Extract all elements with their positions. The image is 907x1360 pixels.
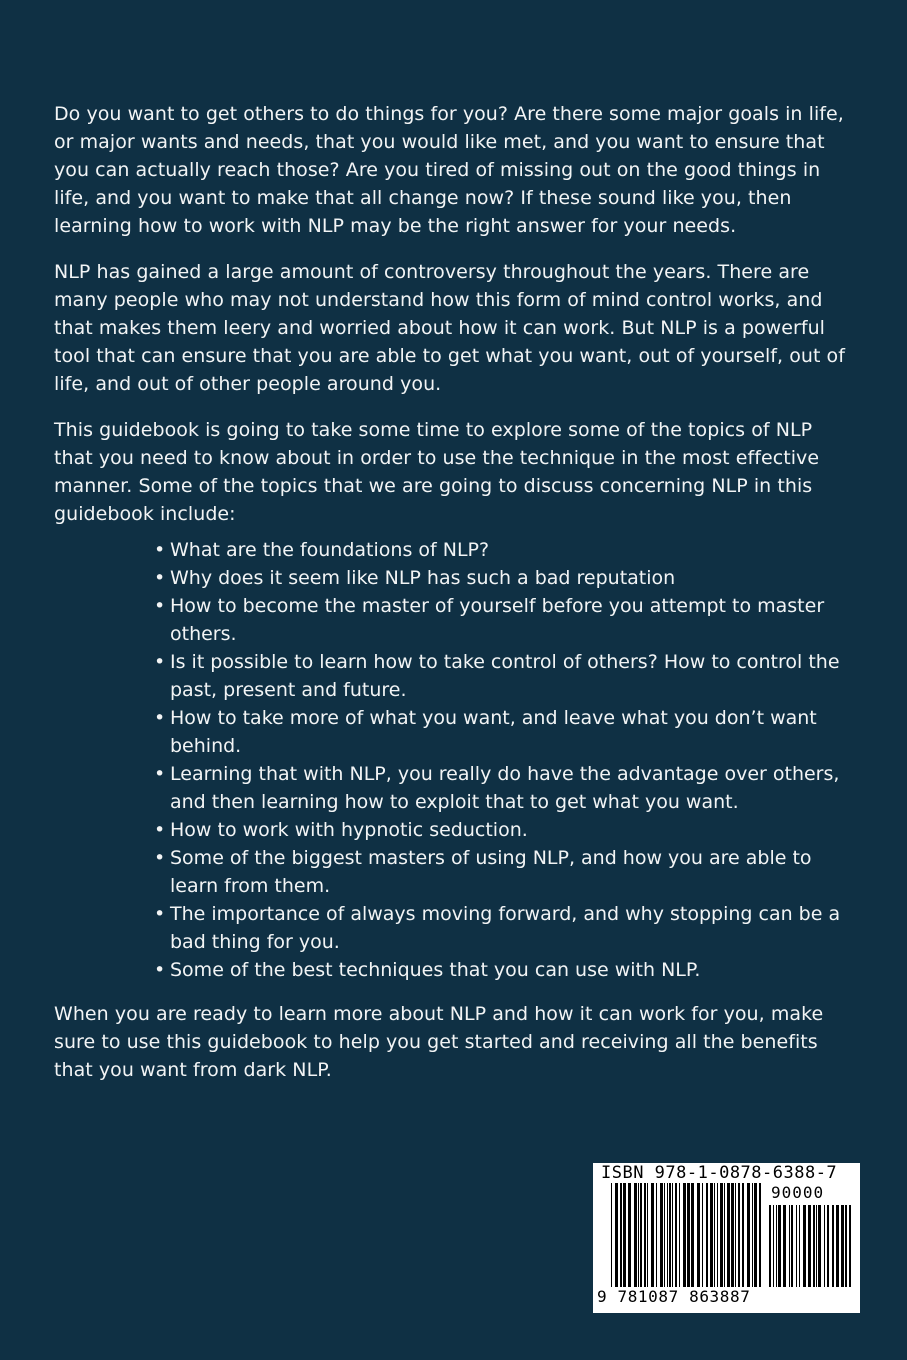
- barcode-bar: [687, 1183, 690, 1287]
- barcode-bar: [776, 1205, 777, 1287]
- list-item: • How to work with hypnotic seduction.: [154, 816, 854, 844]
- barcode-bar: [789, 1205, 790, 1287]
- barcode-bar: [747, 1183, 750, 1287]
- bullet-icon: •: [154, 847, 166, 869]
- barcode-bar: [638, 1183, 639, 1287]
- barcode-bar: [714, 1183, 715, 1287]
- bullet-icon: •: [154, 903, 166, 925]
- barcode-bar: [691, 1183, 694, 1287]
- barcode-bar: [813, 1205, 815, 1287]
- barcode-bar: [827, 1205, 829, 1287]
- barcode-bar: [832, 1205, 834, 1287]
- list-item: • How to become the master of yourself before you attempt to master others.: [154, 592, 854, 648]
- isbn-label: ISBN 978-1-0878-6388-7: [601, 1163, 838, 1183]
- bullet-icon: •: [154, 595, 166, 617]
- barcode-bar: [664, 1183, 665, 1287]
- barcode-bar: [769, 1205, 771, 1287]
- closing-paragraph: When you are ready to learn more about NLP and how it can work for you, make sure to use this guidebook to help you get started and receiving all the benefits that you want from dark NLP.: [54, 1003, 824, 1081]
- ean-digits: 9 781087 863887: [597, 1287, 751, 1306]
- topics-intro-paragraph: This guidebook is going to take some time to explore some of the topics of NLP that you need to know about in order to use the technique in the most effective manner. Some of the topics that we are going to discuss concerning NLP in this guidebook include:: [54, 419, 820, 525]
- bullet-icon: •: [154, 567, 166, 589]
- barcode-bar: [611, 1183, 612, 1287]
- barcode-bar: [727, 1183, 730, 1287]
- barcode-bar: [640, 1183, 642, 1287]
- barcode-bar: [752, 1183, 753, 1287]
- bullet-icon: •: [154, 819, 166, 841]
- barcode-bar: [742, 1183, 744, 1287]
- list-item: • The importance of always moving forward, and why stopping can be a bad thing for you.: [154, 900, 854, 956]
- barcode-bar: [669, 1183, 671, 1287]
- barcode-bar: [675, 1183, 677, 1287]
- barcode-bar: [651, 1183, 654, 1287]
- barcode-bar: [634, 1183, 637, 1287]
- ean-barcode-bars: [611, 1183, 761, 1287]
- bullet-icon: •: [154, 707, 166, 729]
- addon-barcode-bars: [769, 1205, 851, 1287]
- barcode-bar: [731, 1183, 734, 1287]
- barcode-bar: [656, 1183, 657, 1287]
- barcode-bar: [803, 1205, 806, 1287]
- barcode-bar: [672, 1183, 673, 1287]
- topics-list: [54, 536, 854, 984]
- barcode-bar: [799, 1205, 800, 1287]
- addon-digits: 90000: [771, 1183, 825, 1202]
- barcode-bar: [738, 1183, 740, 1287]
- list-item: • Some of the best techniques that you can use with NLP.: [154, 956, 854, 984]
- list-item: • Why does it seem like NLP has such a bad reputation: [154, 564, 854, 592]
- barcode-bar: [808, 1205, 811, 1287]
- list-item: • Some of the biggest masters of using NLP, and how you are able to learn from them.: [154, 844, 854, 900]
- barcode-bar: [754, 1183, 757, 1287]
- barcode-bar: [623, 1183, 626, 1287]
- barcode-bar: [818, 1205, 821, 1287]
- barcode-bar: [683, 1183, 686, 1287]
- barcode-bar: [796, 1205, 797, 1287]
- isbn-barcode: [593, 1163, 860, 1313]
- barcode-bar: [647, 1183, 648, 1287]
- intro-paragraph: Do you want to get others to do things for you? Are there some major goals in life, or major wants and needs, that you would like met, and you want to ensure that you can actually reach those? Are you tired of missing out on the good things in life, and you want to make that all change now? If these sound like you, then learning how to work with NLP may be the right answer for your needs.: [54, 103, 844, 237]
- bullet-icon: •: [154, 539, 166, 561]
- list-item: • Learning that with NLP, you really do have the advantage over others, and then learning how to exploit that to get what you want.: [154, 760, 854, 816]
- bullet-icon: •: [154, 763, 166, 785]
- barcode-bar: [720, 1183, 723, 1287]
- barcode-bar: [644, 1183, 646, 1287]
- barcode-bar: [841, 1205, 844, 1287]
- barcode-bar: [778, 1205, 781, 1287]
- barcode-bar: [717, 1183, 718, 1287]
- barcode-bar: [724, 1183, 725, 1287]
- barcode-bar: [783, 1205, 786, 1287]
- list-item: • Is it possible to learn how to take control of others? How to control the past, present and future.: [154, 648, 854, 704]
- barcode-bar: [836, 1205, 839, 1287]
- barcode-bar: [679, 1183, 680, 1287]
- bullet-icon: •: [154, 959, 166, 981]
- back-cover-text: [54, 100, 854, 1102]
- barcode-bar: [628, 1183, 631, 1287]
- barcode-bar: [773, 1205, 774, 1287]
- barcode-bar: [667, 1183, 668, 1287]
- barcode-bar: [697, 1183, 700, 1287]
- controversy-paragraph: NLP has gained a large amount of controversy throughout the years. There are many people who may not understand how this form of mind control works, and that makes them leery and worried about how it can work. But NLP is a powerful tool that can ensure that you are able to get what you want, out of yourself, out of life, and out of other people around you.: [54, 261, 845, 395]
- barcode-bar: [660, 1183, 663, 1287]
- barcode-bar: [849, 1205, 851, 1287]
- barcode-bar: [759, 1183, 761, 1287]
- bullet-icon: •: [154, 651, 166, 673]
- barcode-bar: [816, 1205, 817, 1287]
- barcode-bar: [620, 1183, 622, 1287]
- barcode-bar: [615, 1183, 618, 1287]
- barcode-bar: [710, 1183, 713, 1287]
- barcode-bar: [791, 1205, 793, 1287]
- barcode-bar: [706, 1183, 708, 1287]
- list-item: • What are the foundations of NLP?: [154, 536, 854, 564]
- list-item: • How to take more of what you want, and leave what you don’t want behind.: [154, 704, 854, 760]
- barcode-bar: [845, 1205, 847, 1287]
- barcode-bar: [735, 1183, 736, 1287]
- barcode-bar: [824, 1205, 825, 1287]
- barcode-bar: [702, 1183, 703, 1287]
